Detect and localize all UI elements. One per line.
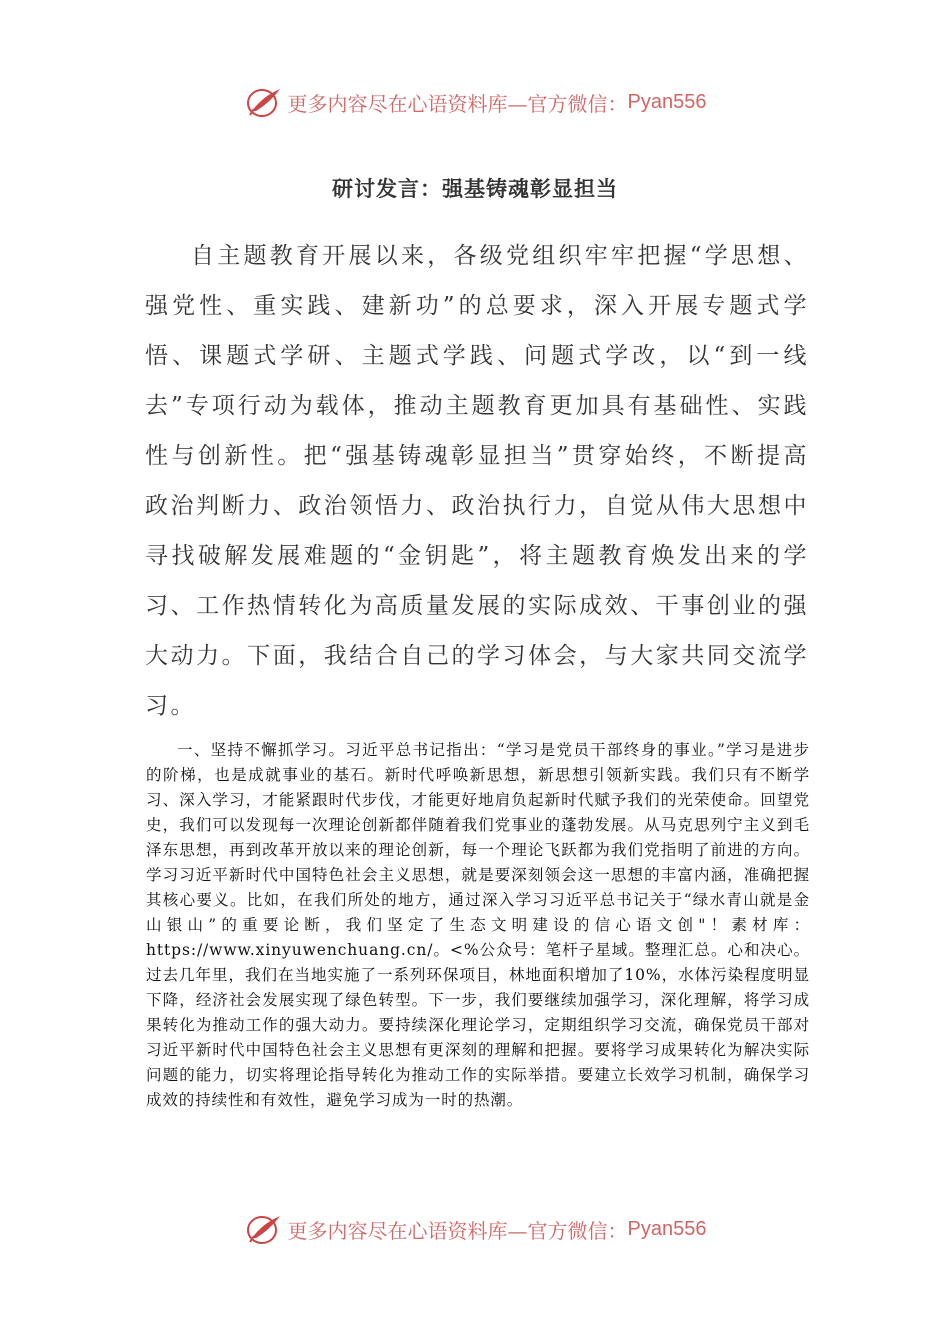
header-banner-text: 更多内容尽在心语资料库—官方微信：	[287, 91, 628, 116]
quill-logo-icon	[244, 85, 284, 119]
header-watermark-banner	[0, 82, 950, 122]
footer-watermark-banner	[0, 1209, 950, 1249]
document-title: 研讨发言：强基铸魂彰显担当	[332, 176, 618, 201]
footer-banner-text: 更多内容尽在心语资料库—官方微信：	[287, 1218, 628, 1243]
footer-banner-wechat-id: Pyan556	[627, 1217, 707, 1240]
header-banner-wechat-id: Pyan556	[627, 90, 707, 113]
section-one-paragraph: 一、坚持不懈抓学习。习近平总书记指出：“学习是党员干部终身的事业。”学习是进步的阶梯，也是成就事业的基石。新时代呼唤新思想，新思想引领新实践。我们只有不断学习、深入学习，才能紧跟时代步伐，才能更好地肩负起新时代赋予我们的光荣使命。回望党史，我们可以发现每一次理论创新都伴随着我们党事业的蓬勃发展。从马克思列宁主义到毛泽东思想，再到改革开放以来的理论创新，每一个理论飞跃都为我们党指明了前进的方向。学习习近平新时代中国特色社会主义思想，就是要深刻领会这一思想的丰富内涵，准确把握其核心要义。比如，在我们所处的地方，通过深入学习习近平总书记关于“绿水青山就是金山银山”的重要论断，我们坚定了生态文明建设的信心语文创"！素材库：https://www.xinyuwenchuang.cn/。<%公众号：笔杆子星域。整理汇总。心和决心。过去几年里，我们在当地实施了一系列环保项目，林地面积增加了10%，水体污染程度明显下降，经济社会发展实现了绿色转型。下一步，我们要继续加强学习，深化理解，将学习成果转化为推动工作的强大动力。要持续深化理论学习，定期组织学习交流，确保党员干部对习近平新时代中国特色社会主义思想有更深刻的理解和把握。要将学习成果转化为解决实际问题的能力，切实将理论指导转化为推动工作的实际举措。要建立长效学习机制，确保学习成效的持续性和有效性，避免学习成为一时的热潮。	[146, 741, 810, 1109]
quill-logo-icon	[244, 1212, 284, 1246]
lead-paragraph: 自主题教育开展以来，各级党组织牢牢把握“学思想、强党性、重实践、建新功”的总要求，深入开展专题式学悟、课题式学研、主题式学践、问题式学改，以“到一线去”专项行动为载体，推动主题教育更加具有基础性、实践性与创新性。把“强基铸魂彰显担当”贯穿始终，不断提高政治判断力、政治领悟力、政治执行力，自觉从伟大思想中寻找破解发展难题的“金钥匙”，将主题教育焕发出来的学习、工作热情转化为高质量发展的实际成效、干事创业的强大动力。下面，我结合自己的学习体会，与大家共同交流学习。	[145, 243, 809, 719]
